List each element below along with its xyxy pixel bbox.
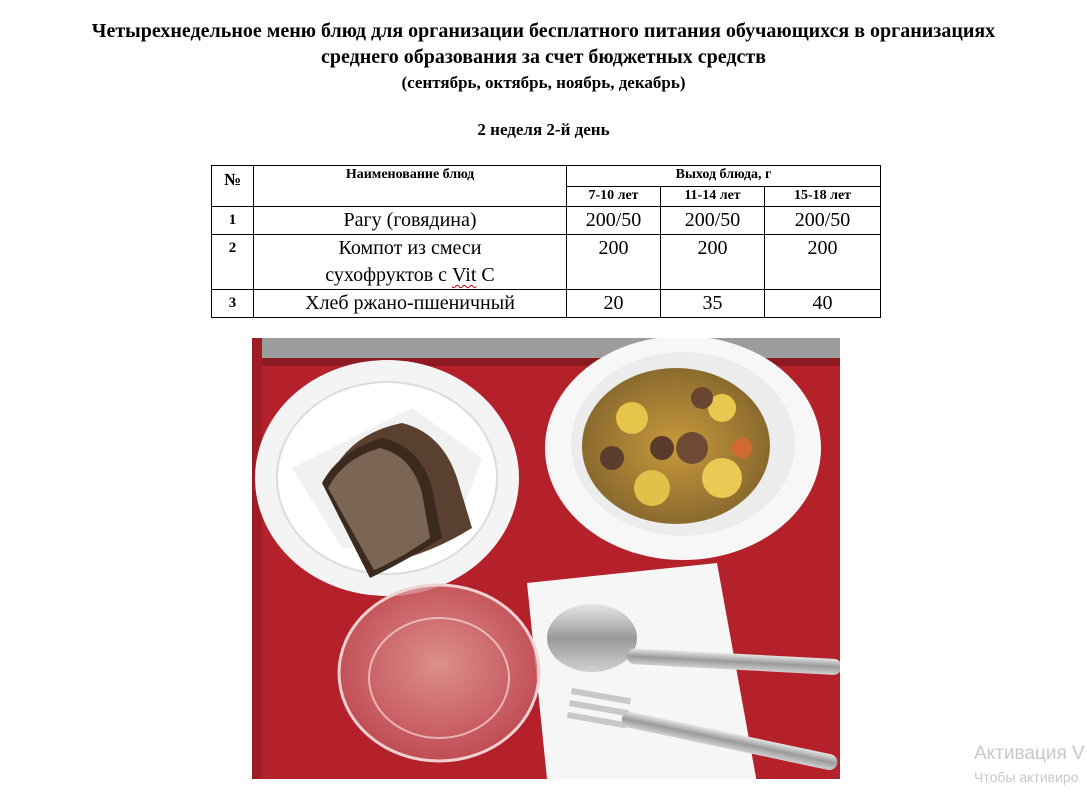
bread-plate: [255, 360, 519, 596]
dish-name-line2-part-a: сухофруктов с: [325, 264, 453, 286]
yield-11-14: 200/50: [661, 207, 765, 235]
windows-activation-watermark: [974, 743, 1085, 787]
dish-name-line2: [254, 262, 566, 289]
column-header-age-7-10: 7-10 лет: [567, 187, 661, 207]
row-number: 3: [212, 290, 254, 318]
column-header-age-15-18: 15-18 лет: [765, 187, 881, 207]
table-row: [212, 207, 881, 235]
meal-photo: [252, 338, 840, 779]
yield-15-18: 200/50: [765, 207, 881, 235]
yield-7-10: 200: [567, 235, 661, 290]
column-header-name: Наименование блюд: [254, 166, 567, 207]
column-header-number: №: [212, 166, 254, 207]
watermark-line1: Активация V: [974, 743, 1085, 764]
watermark-line2: Чтобы активиро: [974, 769, 1079, 785]
dish-name-line2-part-c: C: [476, 264, 495, 286]
table-row: [212, 235, 881, 290]
document-months: (сентябрь, октябрь, ноябрь, декабрь): [401, 73, 686, 92]
compote-cup: [339, 585, 539, 761]
document-title-line1: Четырехнедельное меню блюд для организации бесплатного питания обучающихся в организациях: [91, 20, 996, 42]
yield-7-10: 20: [567, 290, 661, 318]
document-title-line2: среднего образования за счет бюджетных средств: [321, 46, 766, 68]
yield-15-18: 200: [765, 235, 881, 290]
dish-name-line1: Компот из смеси: [338, 237, 482, 259]
table-row: [212, 290, 881, 318]
day-heading: 2 неделя 2-й день: [477, 120, 610, 139]
dish-name-vit: Vit: [452, 264, 477, 286]
yield-11-14: 200: [661, 235, 765, 290]
yield-15-18: 40: [765, 290, 881, 318]
column-header-age-11-14: 11-14 лет: [661, 187, 765, 207]
row-number: 2: [212, 235, 254, 290]
dish-name: [254, 235, 567, 290]
column-header-yield: Выход блюда, г: [567, 166, 881, 187]
yield-7-10: 200/50: [567, 207, 661, 235]
menu-table: [211, 165, 881, 318]
dish-name: Хлеб ржано-пшеничный: [254, 290, 567, 318]
stew-bowl: [545, 338, 821, 560]
dish-name: Рагу (говядина): [254, 207, 567, 235]
row-number: 1: [212, 207, 254, 235]
yield-11-14: 35: [661, 290, 765, 318]
